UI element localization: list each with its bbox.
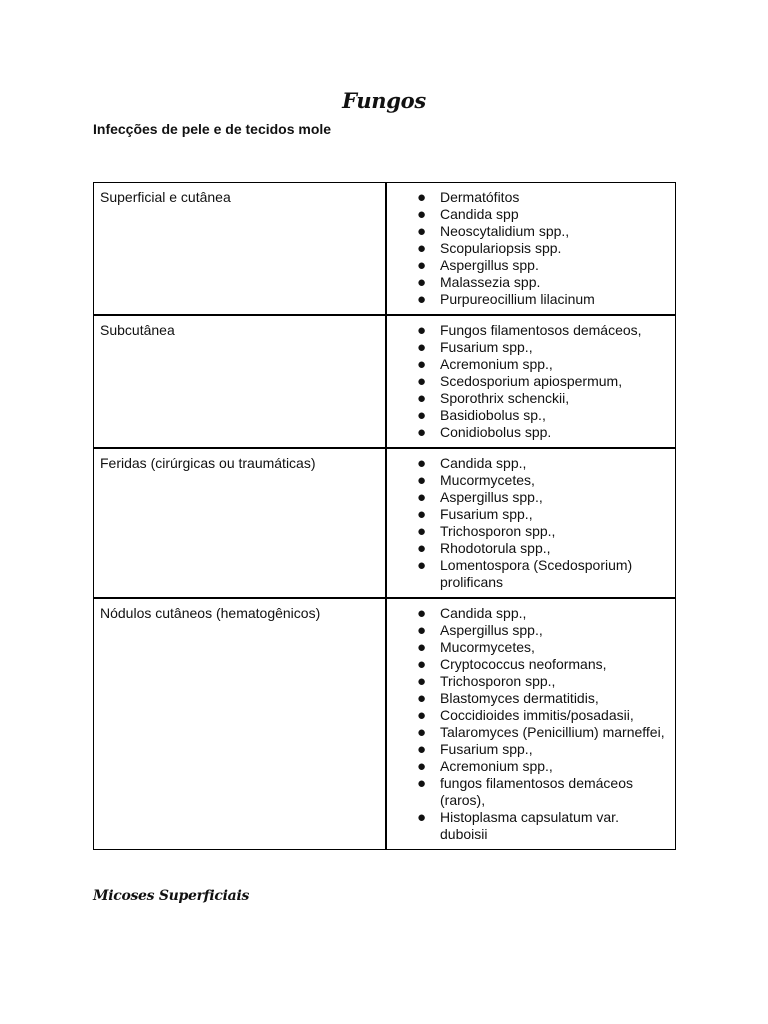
table-row xyxy=(94,315,676,448)
organism-list-item: ● Aspergillus spp., xyxy=(417,622,669,639)
organism-list-item: ● Acremonium spp., xyxy=(417,758,669,775)
organism-list-item: ● Dermatófitos xyxy=(417,189,669,206)
organism-list xyxy=(393,189,669,308)
organism-list xyxy=(393,605,669,843)
organism-list-item: ● Fungos filamentosos demáceos, xyxy=(417,322,669,339)
organism-list-item: ● fungos filamentosos demáceos (raros), xyxy=(417,775,669,809)
organisms-cell xyxy=(386,598,676,850)
organism-list-item: ● Acremonium spp., xyxy=(417,356,669,373)
organism-list-item: ● Purpureocillium lilacinum xyxy=(417,291,669,308)
organism-list-item: ● Basidiobolus sp., xyxy=(417,407,669,424)
table-body xyxy=(94,183,676,850)
infection-site-cell: Subcutânea xyxy=(94,315,387,448)
organism-list-item: ● Aspergillus spp., xyxy=(417,489,669,506)
organism-list-item: ● Scedosporium apiospermum, xyxy=(417,373,669,390)
organism-list-item: ● Fusarium spp., xyxy=(417,339,669,356)
organism-list-item: ● Cryptococcus neoformans, xyxy=(417,656,669,673)
page-subtitle: Infecções de pele e de tecidos mole xyxy=(93,121,332,137)
organism-list-item: ● Fusarium spp., xyxy=(417,506,669,523)
infection-table xyxy=(93,182,676,850)
organism-list-item: ● Neoscytalidium spp., xyxy=(417,223,669,240)
organism-list-item: ● Trichosporon spp., xyxy=(417,523,669,540)
organism-list-item: ● Candida spp., xyxy=(417,455,669,472)
section-heading: Micoses Superficiais xyxy=(93,888,250,904)
organism-list xyxy=(393,455,669,591)
organisms-cell xyxy=(386,183,676,316)
organism-list-item: ● Sporothrix schenckii, xyxy=(417,390,669,407)
organisms-cell xyxy=(386,315,676,448)
organism-list-item: ● Scopulariopsis spp. xyxy=(417,240,669,257)
table-row xyxy=(94,448,676,598)
table-row xyxy=(94,598,676,850)
organism-list-item: ● Histoplasma capsulatum var. duboisii xyxy=(417,809,669,843)
organism-list-item: ● Candida spp xyxy=(417,206,669,223)
organism-list-item: ● Conidiobolus spp. xyxy=(417,424,669,441)
organism-list-item: ● Candida spp., xyxy=(417,605,669,622)
organism-list-item: ● Malassezia spp. xyxy=(417,274,669,291)
page-title: Fungos xyxy=(342,88,426,113)
organism-list-item: ● Fusarium spp., xyxy=(417,741,669,758)
organism-list-item: ● Mucormycetes, xyxy=(417,639,669,656)
organisms-cell xyxy=(386,448,676,598)
infection-site-cell: Feridas (cirúrgicas ou traumáticas) xyxy=(94,448,387,598)
organism-list xyxy=(393,322,669,441)
infection-site-cell: Superficial e cutânea xyxy=(94,183,387,316)
organism-list-item: ● Blastomyces dermatitidis, xyxy=(417,690,669,707)
organism-list-item: ● Rhodotorula spp., xyxy=(417,540,669,557)
organism-list-item: ● Talaromyces (Penicillium) marneffei, xyxy=(417,724,669,741)
infection-site-cell: Nódulos cutâneos (hematogênicos) xyxy=(94,598,387,850)
organism-list-item: ● Lomentospora (Scedosporium) prolificans xyxy=(417,557,669,591)
organism-list-item: ● Trichosporon spp., xyxy=(417,673,669,690)
organism-list-item: ● Coccidioides immitis/posadasii, xyxy=(417,707,669,724)
organism-list-item: ● Aspergillus spp. xyxy=(417,257,669,274)
organism-list-item: ● Mucormycetes, xyxy=(417,472,669,489)
table-row xyxy=(94,183,676,316)
